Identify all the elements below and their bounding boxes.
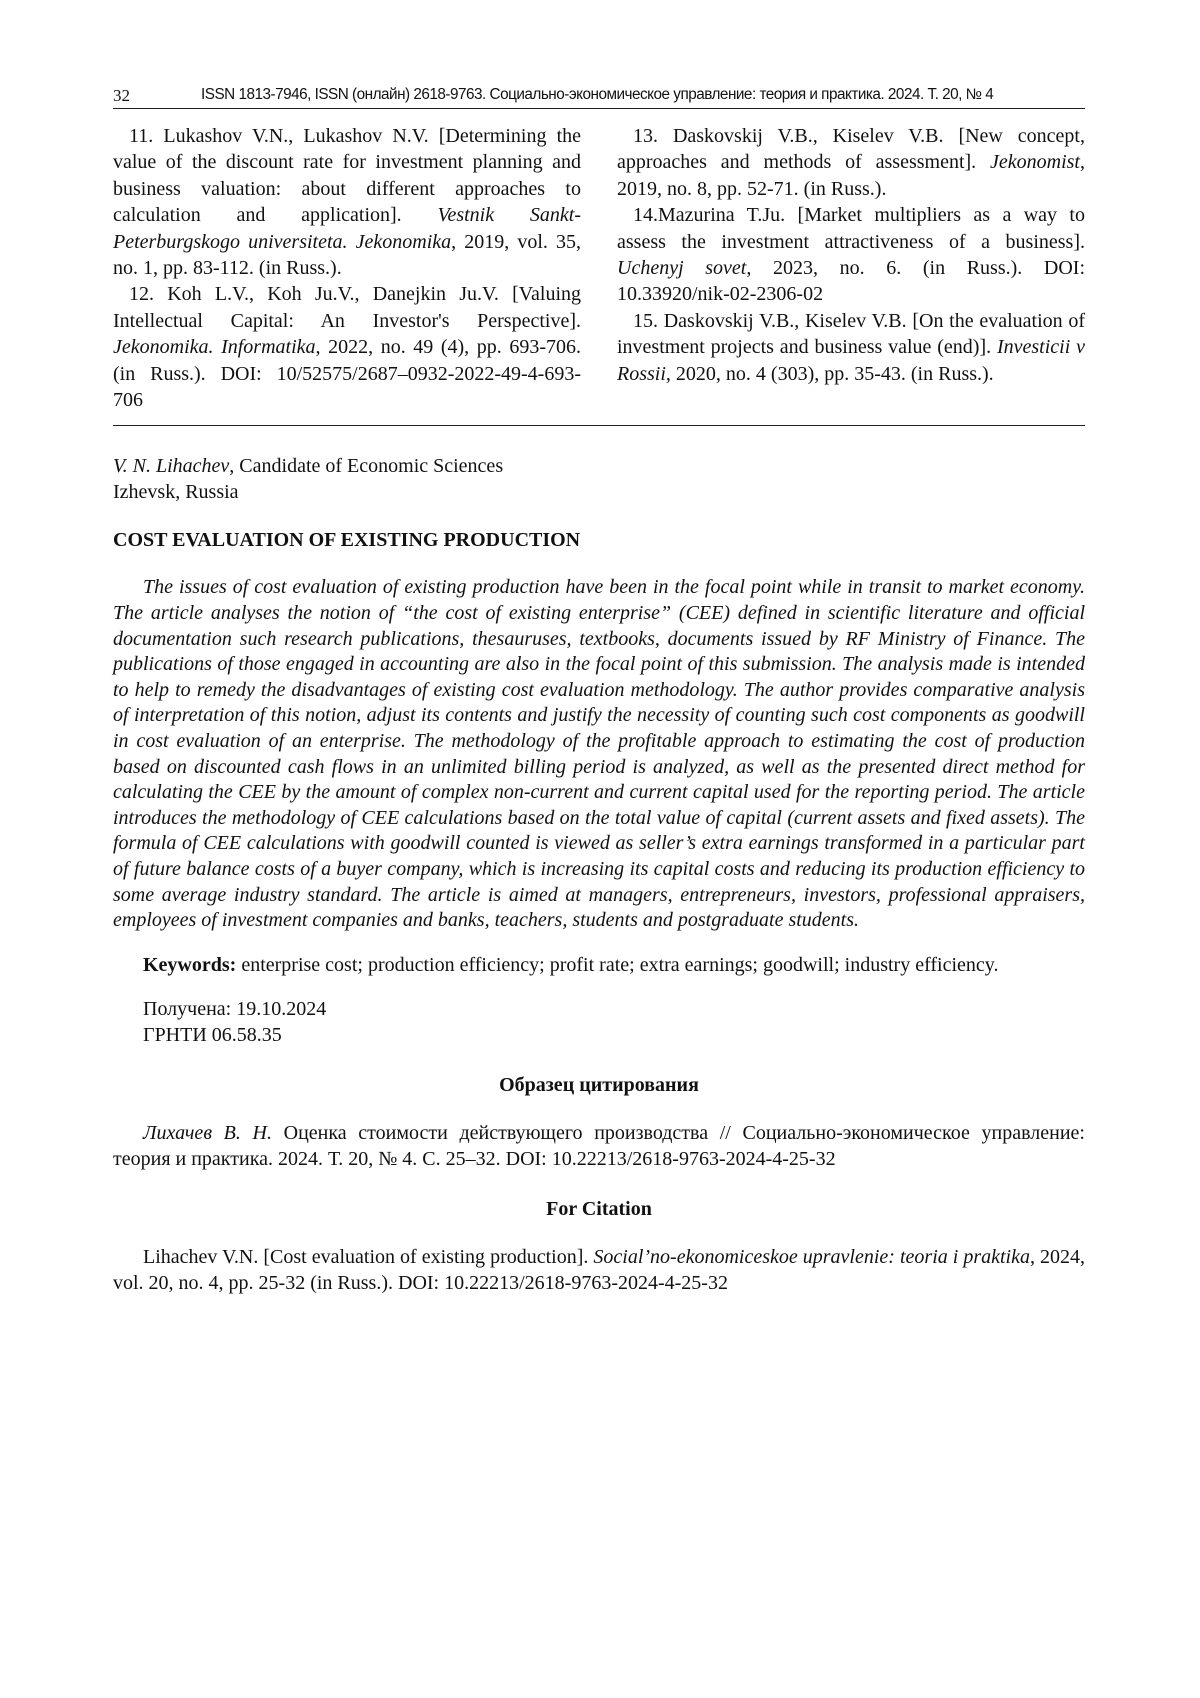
grnti-code: ГРНТИ 06.58.35 (143, 1022, 1085, 1048)
page-number: 32 (113, 86, 130, 106)
reference-item: 13. Daskovskij V.B., Kiselev V.B. [New concept, approaches and methods of assessment]. Jekonomist, 2019, no. 8, pp. 52-71. (in Russ.). (617, 123, 1085, 202)
reference-item: 11. Lukashov V.N., Lukashov N.V. [Determining the value of the discount rate for investment planning and business valuation: about different approaches to calculation and application]. Vestnik Sankt-Peterburgskogo universiteta. Jekonomika, 2019, vol. 35, no. 1, pp. 83-112. (in Russ.). (113, 123, 581, 281)
reference-item: 12. Koh L.V., Koh Ju.V., Danejkin Ju.V. [Valuing Intellectual Capital: An Investor's Perspective]. Jekonomika. Informatika, 2022, no. 49 (4), pp. 693-706. (in Russ.). DOI: 10/52575/2687–0932-2022-49-4-693-706 (113, 281, 581, 413)
author-degree: , Candidate of Economic Sciences (229, 455, 503, 477)
references-left-column (113, 123, 581, 413)
running-header (113, 84, 1085, 109)
abstract: The issues of cost evaluation of existing production have been in the focal point while in transit to market economy. The article analyses the notion of “the cost of existing enterprise” (CEE) defined in scientific literature and official documentation such research publications, thesauruses, textbooks, documents issued by RF Ministry of Finance. The publications of those engaged in accounting are also in the focal point of this submission. The analysis made is intended to help to remedy the disadvantages of existing cost evaluation methodology. The author provides comparative analysis of interpretation of this notion, adjust its contents and justify the necessity of counting such cost components as goodwill in cost evaluation of an enterprise. The methodology of the profitable approach to estimating the cost of production based on discounted cash flows in an unlimited billing period is analyzed, as well as the presented direct method for calculating the CEE by the amount of complex non-current and current capital used for the reporting period. The article introduces the methodology of CEE calculations based on the total value of capital (current assets and fixed assets). The formula of CEE calculations with goodwill counted is viewed as seller’s extra earnings transformed in a particular part of future balance costs of a buyer company, which is increasing its capital costs and reducing its production efficiency to some average industry standard. The article is aimed at managers, entrepreneurs, investors, professional appraisers, employees of investment companies and banks, teachers, students and postgraduate students. (113, 575, 1085, 933)
received-date: Получена: 19.10.2024 (143, 996, 1085, 1022)
reference-item: 14.Mazurina T.Ju. [Market multipliers as a way to assess the investment attractiveness of a business]. Uchenyj sovet, 2023, no. 6. (in Russ.). DOI: 10.33920/nik-02-2306-02 (617, 202, 1085, 308)
author-city: Izhevsk, Russia (113, 479, 1085, 505)
citation-ru-heading: Образец цитирования (113, 1072, 1085, 1098)
article-meta (113, 996, 1085, 1048)
citation-ru: Лихачев В. Н. Оценка стоимости действующего производства // Социально-экономическое управление: теория и практика. 2024. Т. 20, № 4. С. 25–32. DOI: 10.22213/2618-9763-2024-4-25-32 (113, 1120, 1085, 1172)
citation-en: Lihachev V.N. [Cost evaluation of existing production]. Social’no-ekonomiceskoe upravlenie: teoria i praktika, 2024, vol. 20, no. 4, pp. 25-32 (in Russ.). DOI: 10.22213/2618-9763-2024-4-25-32 (113, 1244, 1085, 1296)
references-list (113, 123, 1085, 426)
citation-ru-author: Лихачев В. Н. (143, 1122, 272, 1144)
references-right-column (617, 123, 1085, 413)
page (113, 84, 1085, 1296)
author-block (113, 453, 1085, 505)
journal-header-line: ISSN 1813-7946, ISSN (онлайн) 2618-9763. Социально-экономическое управление: теория и практика. 2024. Т. 20, № 4 (201, 86, 993, 104)
author-name: V. N. Lihachev (113, 455, 229, 477)
keywords-text: enterprise cost; production efficiency; profit rate; extra earnings; goodwill; industry efficiency. (236, 954, 998, 976)
keywords (113, 952, 1085, 978)
article-title: COST EVALUATION OF EXISTING PRODUCTION (113, 527, 1085, 553)
author-line (113, 453, 1085, 479)
keywords-label: Keywords: (143, 954, 236, 976)
reference-item: 15. Daskovskij V.B., Kiselev V.B. [On the evaluation of investment projects and business value (end)]. Investicii v Rossii, 2020, no. 4 (303), pp. 35-43. (in Russ.). (617, 308, 1085, 387)
citation-en-heading: For Citation (113, 1196, 1085, 1222)
